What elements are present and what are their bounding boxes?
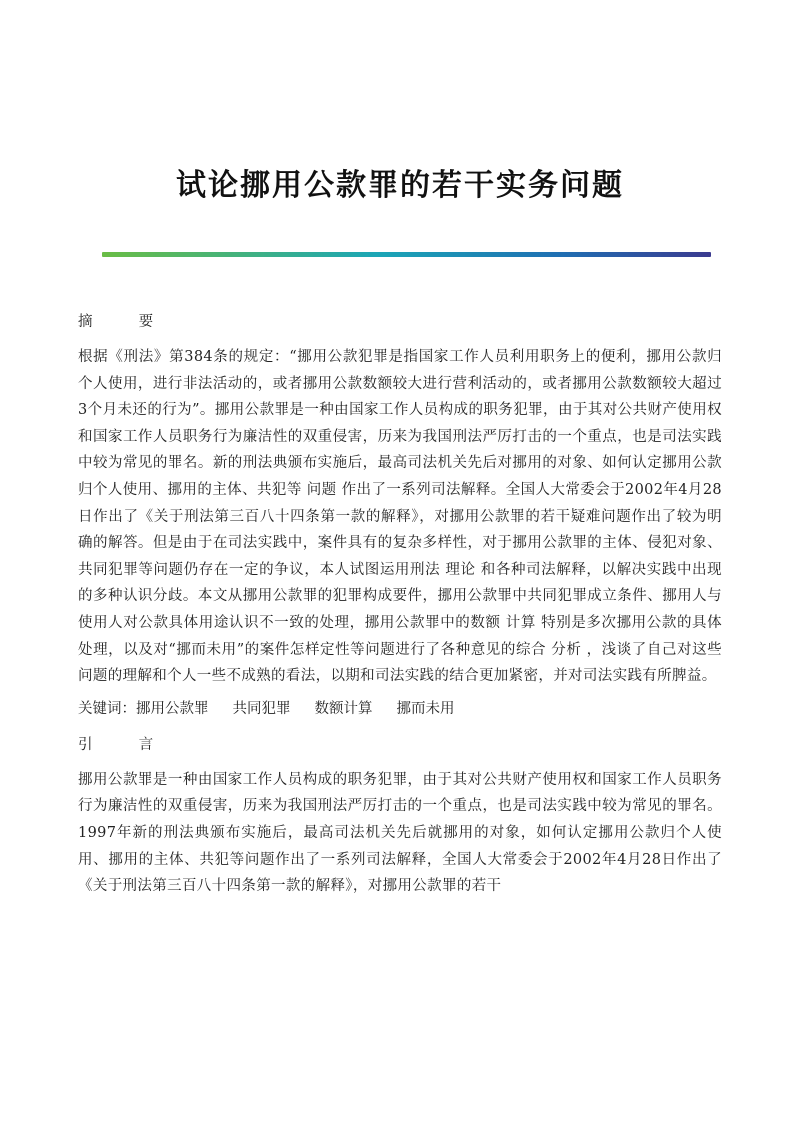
intro-heading: 引 言: [78, 736, 154, 753]
keyword-term: 挪用公款罪: [136, 700, 209, 717]
abstract-text: 根据《刑法》第384条的规定：“挪用公款犯罪是指国家工作人员利用职务上的便利，挪用公款归个人使用，进行非法活动的，或者挪用公款数额较大进行营利活动的，或者挪用公款数额较大超过3个月未还的行为”。挪用公款罪是一种由国家工作人员构成的职务犯罪，由于其对公共财产使用权和国家工作人员职务行为廉洁性的双重侵害，历来为我国刑法严厉打击的一个重点，也是司法实践中较为常见的罪名。新的刑法典颁布实施后，最高司法机关先后对挪用的对象、如何认定挪用公款归个人使用、挪用的主体、共犯等 问题 作出了一系列司法解释。全国人大常委会于2002年4月28日作出了《关于刑法第三百八十四条第一款的解释》，对挪用公款罪的若干疑难问题作出了较为明确的解答。但是由于在司法实践中，案件具有的复杂多样性，对于挪用公款罪的主体、侵犯对象、共同犯罪等问题仍存在一定的争议，本人试图运用刑法 理论 和各种司法解释，以解决实践中出现的多种认识分歧。本文从挪用公款罪的犯罪构成要件，挪用公款罪中共同犯罪成立条件、挪用人与使用人对公款具体用途认识不一致的处理，挪用公款罪中的数额 计算 特别是多次挪用公款的具体处理，以及对“挪而未用”的案件怎样定性等问题进行了各种意见的综合 分析 ，浅谈了自己对这些问题的理解和个人一些不成熟的看法，以期和司法实践的结合更加紧密，并对司法实践有所脾益。: [78, 349, 722, 685]
title-divider: [102, 252, 711, 257]
document-title: 试论挪用公款罪的若干实务问题: [176, 168, 624, 203]
keyword-term: 挪而未用: [396, 700, 455, 717]
keywords-line: [78, 696, 722, 723]
intro-text: 挪用公款罪是一种由国家工作人员构成的职务犯罪，由于其对公共财产使用权和国家工作人员职务行为廉洁性的双重侵害，历来为我国刑法严厉打击的一个重点，也是司法实践中较为常见的罪名。 1997年新的刑法典颁布实施后，最高司法机关先后就挪用的对象，如何认定挪用公款归个人使用、挪用的主体、共犯等问题作出了一系列司法解释，全国人大常委会于2002年4月28日作出了《关于刑法第三百八十四条第一款的解释》，对挪用公款罪的若干: [78, 771, 722, 895]
keywords-label: 关键词：: [78, 700, 136, 717]
keyword-term: 共同犯罪: [232, 700, 291, 717]
document-body: [78, 307, 722, 900]
abstract-heading: 摘 要: [78, 314, 154, 330]
keyword-term: 数额计算: [314, 700, 373, 717]
